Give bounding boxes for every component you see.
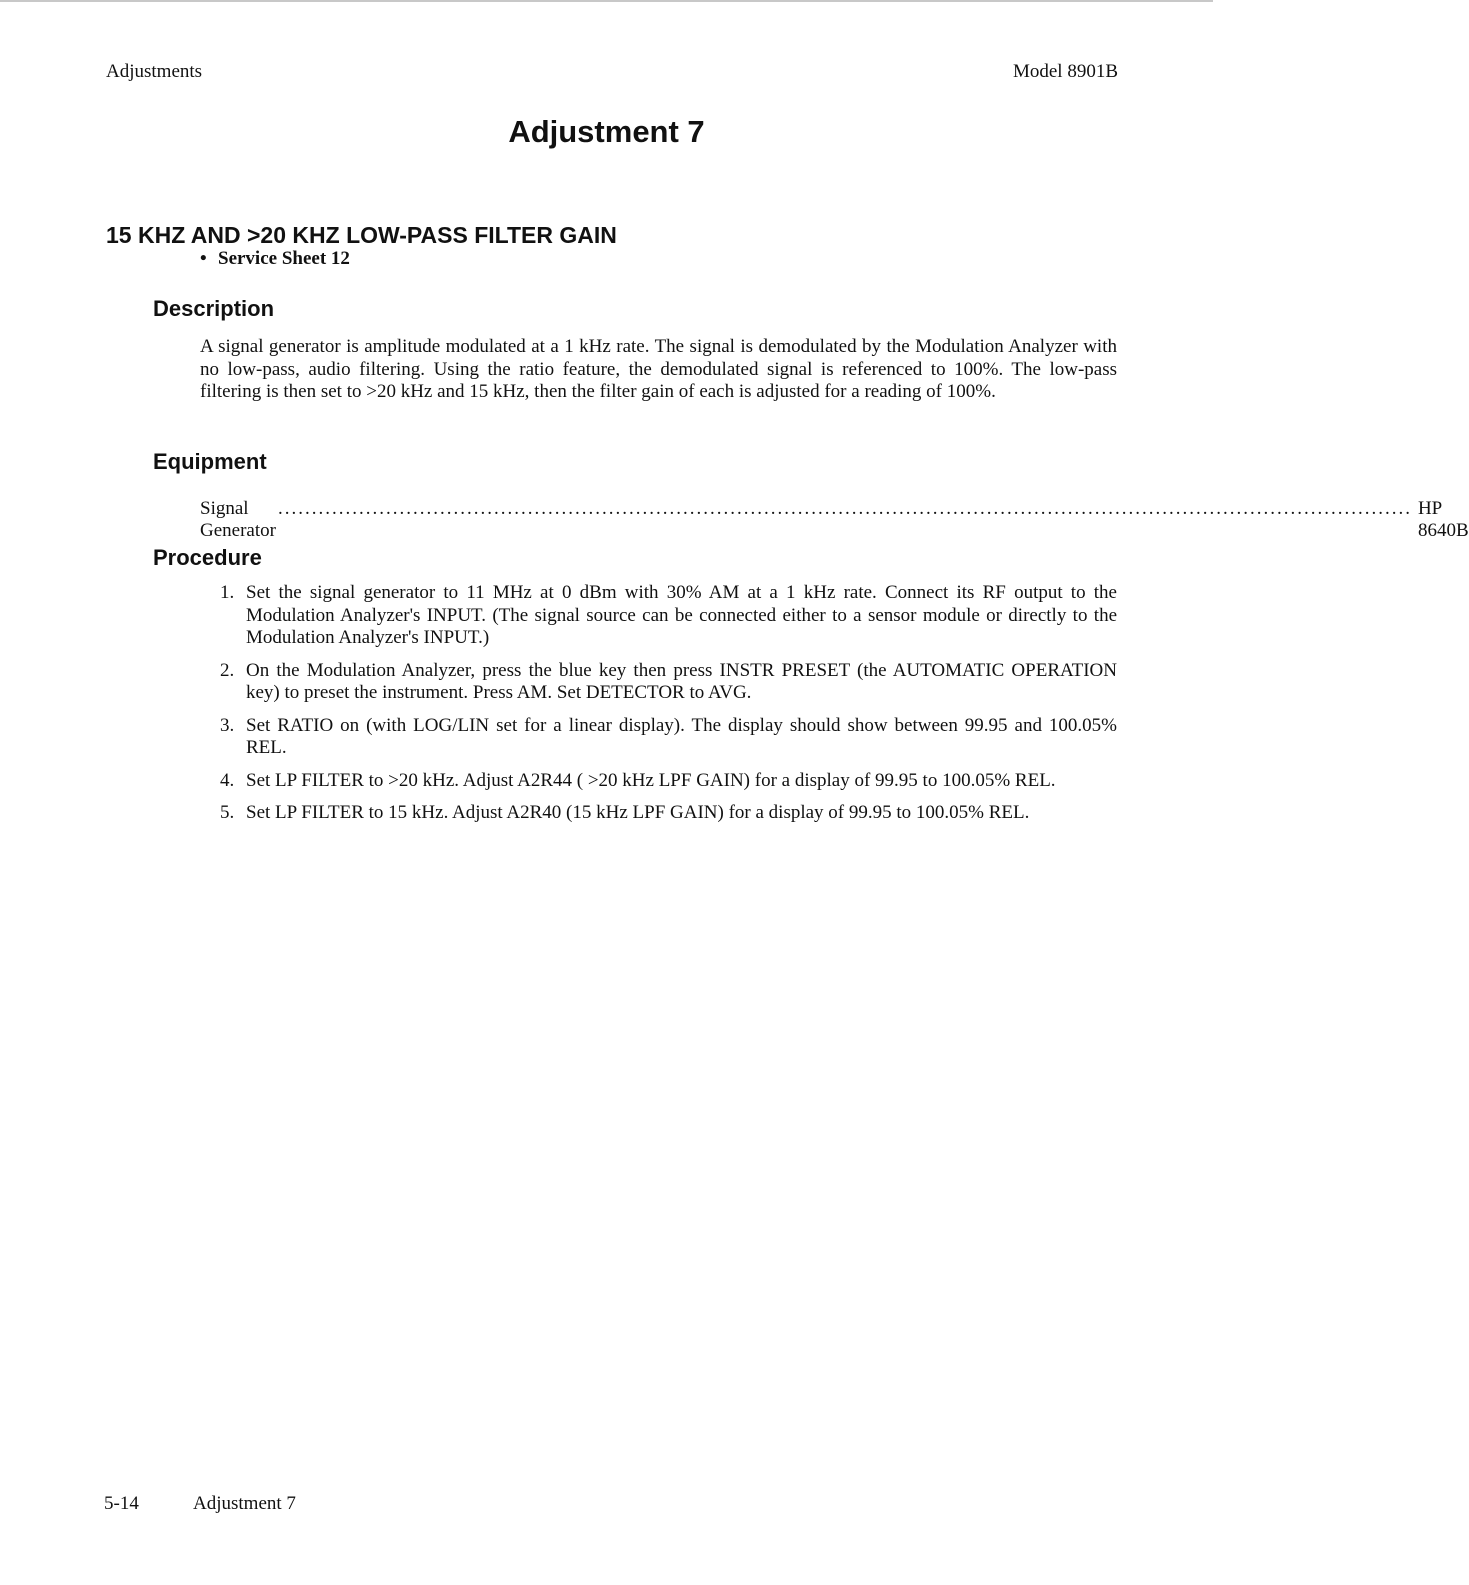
footer-label: Adjustment 7 (193, 1493, 296, 1514)
procedure-step (220, 582, 1117, 650)
description-heading: Description (153, 296, 275, 321)
service-sheet-reference (200, 248, 350, 270)
service-sheet-label: Service Sheet 12 (218, 248, 350, 269)
footer-page-number: 5-14 (104, 1493, 139, 1514)
equipment-heading: Equipment (153, 449, 267, 474)
top-border-rule (0, 0, 1213, 2)
procedure-step (220, 770, 1117, 793)
step-text: Set the signal generator to 11 MHz at 0 dBm with 30% AM at a 1 kHz rate. Connect its RF output to the Modulation Analyzer's INPUT. (The signal source can be connected either to a sensor module or directly to the Modulation Analyzer's INPUT.) (246, 582, 1117, 648)
equipment-name: Signal Generator (200, 498, 276, 541)
step-text: Set RATIO on (with LOG/LIN set for a linear display). The display should show between 99.95 and 100.05% REL. (246, 714, 1117, 758)
equipment-model: HP 8640B (1417, 498, 1469, 541)
procedure-step (220, 660, 1117, 705)
bullet-icon: • (200, 248, 207, 269)
description-text: A signal generator is amplitude modulated at a 1 kHz rate. The signal is demodulated by the Modulation Analyzer with no low-pass, audio filtering. Using the ratio feature, the demodulated signal is referenced to 100%. The low-pass filtering is then set to >20 kHz and 15 kHz, then the filter gain of each is adjusted for a reading of 100%. (200, 336, 1117, 402)
equipment-row (200, 498, 1469, 542)
running-header-chapter: Adjustments (106, 61, 203, 82)
step-text: Set LP FILTER to >20 kHz. Adjust A2R44 ( >20 kHz LPF GAIN) for a display of 99.95 to 100.05% REL. (246, 769, 1056, 791)
section-title: 15 KHZ AND >20 KHZ LOW-PASS FILTER GAIN (106, 222, 617, 248)
step-number: 1. (220, 582, 235, 603)
step-number: 4. (220, 769, 235, 791)
procedure-step (220, 715, 1117, 760)
step-number: 5. (220, 802, 235, 823)
dot-leader: ........................................................................................................................................................................ (277, 498, 1412, 519)
procedure-steps (220, 582, 1117, 835)
procedure-heading: Procedure (153, 545, 262, 570)
step-number: 3. (220, 714, 235, 736)
step-text: On the Modulation Analyzer, press the blue key then press INSTR PRESET (the AUTOMATIC OPERATION key) to preset the instrument. Press AM. Set DETECTOR to AVG. (246, 659, 1117, 703)
step-text: Set LP FILTER to 15 kHz. Adjust A2R40 (15 kHz LPF GAIN) for a display of 99.95 to 100.05% REL. (246, 802, 1030, 823)
page-title: Adjustment 7 (508, 114, 705, 149)
running-header-model: Model 8901B (1012, 61, 1118, 82)
step-number: 2. (220, 659, 235, 681)
procedure-step (220, 802, 1117, 825)
